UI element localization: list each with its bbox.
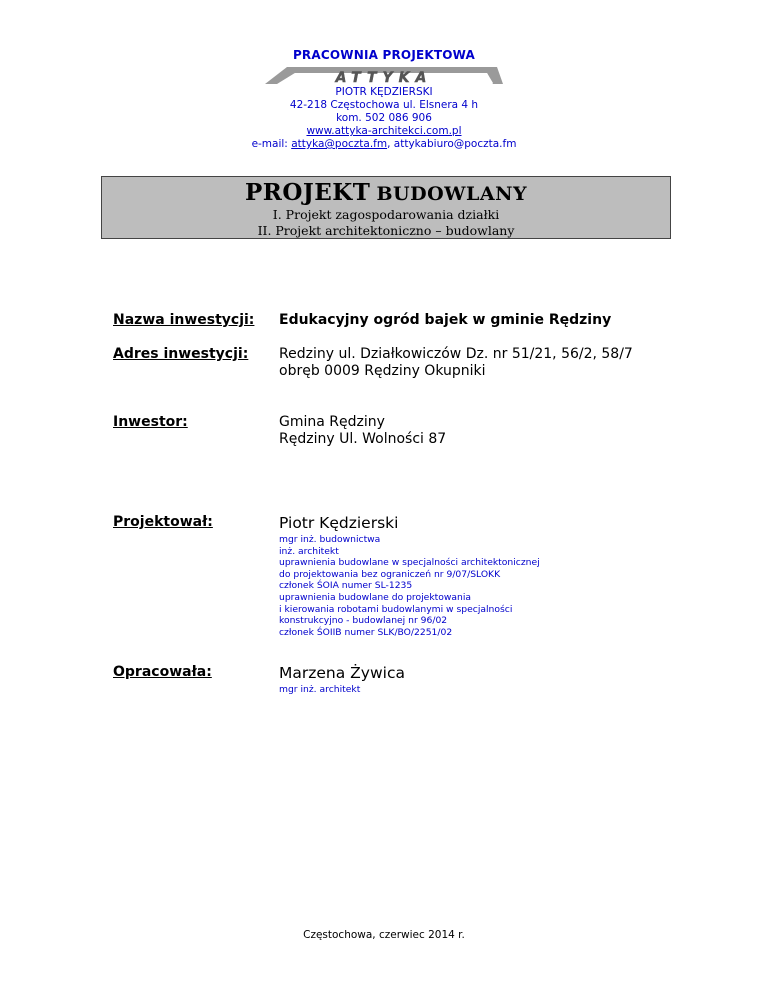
prepared-by-value	[279, 664, 679, 696]
phone-number: kom. 502 086 906	[336, 112, 432, 124]
letterhead	[0, 48, 768, 151]
email-prefix: e-mail:	[251, 138, 292, 150]
email-separator: ,	[387, 138, 394, 150]
prepared-by-name: Marzena Żywica	[279, 664, 405, 682]
title-word-1: PROJEKT	[244, 179, 371, 206]
designer-note: uprawnienia budowlane do projektowania	[279, 591, 472, 603]
designer-note: do projektowania bez ograniczeń nr 9/07/SLOKK	[279, 568, 501, 580]
designer-note: członek ŚOIA numer SL-1235	[279, 580, 413, 592]
owner-name: PIOTR KĘDZIERSKI	[335, 86, 433, 98]
place-date: Częstochowa, czerwiec 2014 r.	[303, 929, 465, 941]
firm-name: PRACOWNIA PROJEKTOWA	[292, 48, 476, 62]
investment-address-label: Adres inwestycji:	[113, 346, 249, 362]
investment-name-label: Nazwa inwestycji:	[113, 312, 255, 328]
svg-text:ATTYKA: ATTYKA	[335, 70, 433, 86]
investment-address-line-1: Redziny ul. Działkowiczów Dz. nr 51/21, 56/2, 58/7	[279, 346, 633, 362]
designer-note: uprawnienia budowlane w specjalności architektonicznej	[279, 557, 540, 569]
designer-name: Piotr Kędzierski	[279, 514, 399, 532]
designer-value	[279, 514, 679, 638]
email-link-1[interactable]: attyka@poczta.fm	[291, 138, 388, 150]
document-title	[102, 181, 670, 207]
prepared-by-note: mgr inż. architekt	[279, 684, 361, 695]
investor-line-2: Rędziny Ul. Wolności 87	[279, 431, 447, 447]
designer-note: i kierowania robotami budowlanymi w specjalności	[279, 603, 513, 615]
investment-name-value: Edukacyjny ogród bajek w gminie Rędziny	[279, 312, 612, 328]
title-word-2: BUDOWLANY	[376, 183, 528, 205]
email-line	[0, 138, 768, 151]
investment-address-line-2: obręb 0009 Rędziny Okupniki	[279, 363, 486, 379]
title-box	[101, 176, 671, 239]
investor-label: Inwestor:	[113, 414, 188, 430]
designer-label: Projektował:	[113, 514, 213, 530]
designer-note: członek ŚOIIB numer SLK/BO/2251/02	[279, 626, 453, 638]
designer-note: inż. architekt	[279, 545, 339, 557]
title-line-1: I. Projekt zagospodarowania działki	[272, 207, 500, 222]
investment-address-value	[279, 346, 679, 380]
designer-credentials	[279, 534, 679, 638]
designer-note: mgr inż. budownictwa	[279, 534, 381, 545]
prepared-by-label: Opracowała:	[113, 664, 212, 680]
attyka-logo	[265, 64, 503, 86]
investor-line-1: Gmina Rędziny	[279, 414, 385, 430]
email-2: attykabiuro@poczta.fm	[393, 138, 517, 150]
firm-address: 42-218 Częstochowa ul. Elsnera 4 h	[289, 99, 479, 111]
designer-note: konstrukcyjno - budowlanej nr 96/02	[279, 615, 448, 627]
investor-value	[279, 414, 679, 448]
title-line-2: II. Projekt architektoniczno – budowlany	[257, 223, 515, 238]
website-link[interactable]: www.attyka-architekci.com.pl	[306, 125, 462, 137]
